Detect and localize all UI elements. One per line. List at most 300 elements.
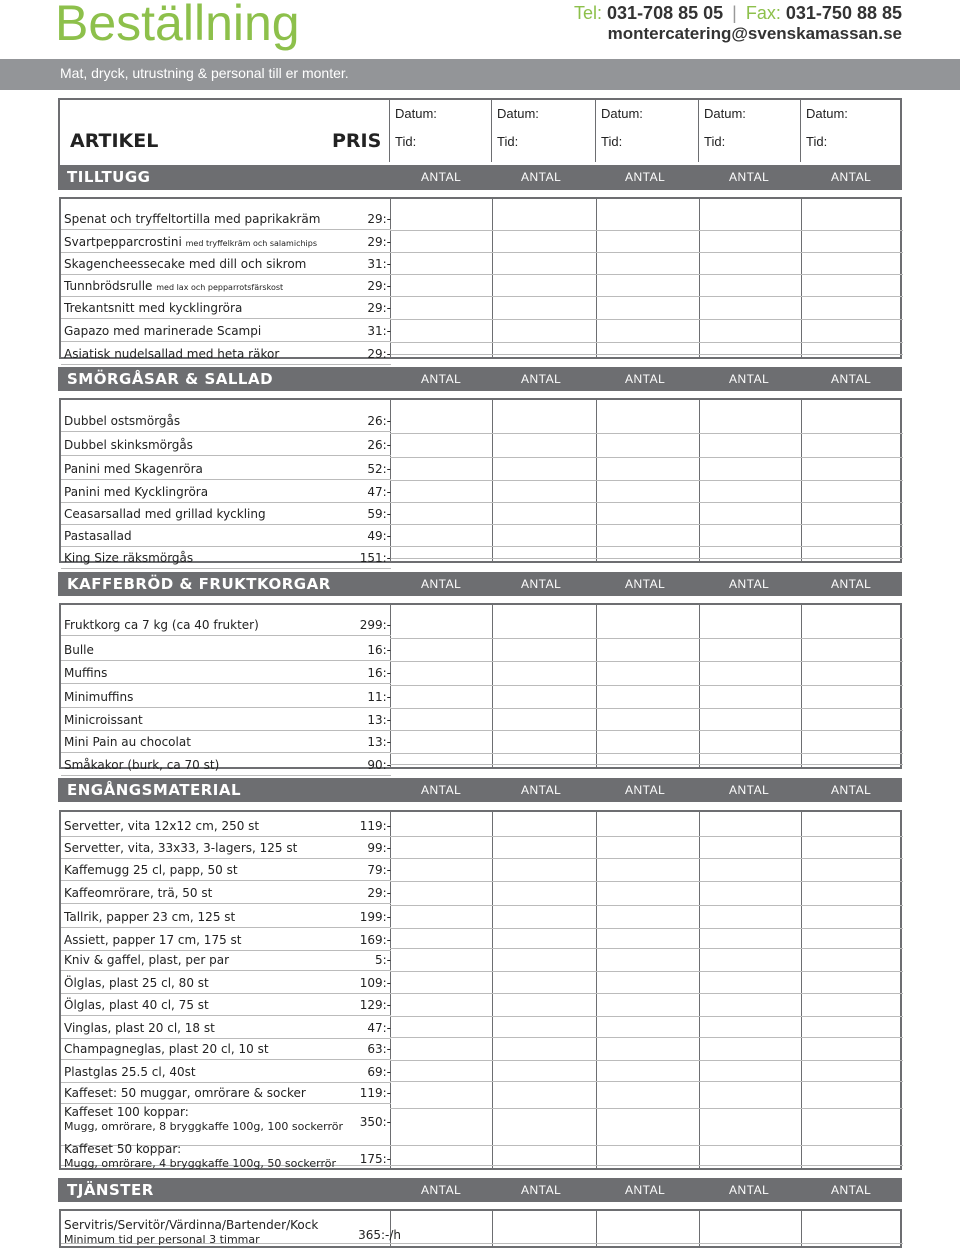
quantity-input[interactable] bbox=[801, 815, 903, 837]
quantity-input[interactable] bbox=[699, 929, 801, 949]
list-item bbox=[61, 320, 391, 342]
quantity-input[interactable] bbox=[699, 434, 801, 458]
quantity-input[interactable] bbox=[596, 859, 699, 882]
quantity-input[interactable] bbox=[699, 882, 801, 906]
quantity-input[interactable] bbox=[801, 525, 903, 547]
item-name bbox=[64, 976, 209, 990]
quantity-input[interactable] bbox=[492, 458, 596, 481]
quantity-input[interactable] bbox=[596, 837, 699, 859]
quantity-input[interactable] bbox=[492, 929, 596, 949]
quantity-input[interactable] bbox=[596, 481, 699, 503]
quantity-input[interactable] bbox=[699, 320, 801, 343]
quantity-input[interactable] bbox=[699, 547, 801, 559]
list-item bbox=[61, 906, 391, 928]
quantity-input[interactable] bbox=[390, 231, 492, 253]
quantity-input[interactable] bbox=[390, 929, 492, 949]
antal-label: ANTAL bbox=[729, 783, 770, 797]
item-name bbox=[64, 666, 107, 680]
quantity-input[interactable] bbox=[596, 882, 699, 906]
quantity-input[interactable] bbox=[596, 754, 699, 765]
quantity-input[interactable] bbox=[492, 1105, 596, 1146]
quantity-input[interactable] bbox=[492, 297, 596, 320]
quantity-input[interactable] bbox=[801, 320, 903, 343]
quantity-input[interactable] bbox=[492, 525, 596, 547]
quantity-input[interactable] bbox=[596, 994, 699, 1017]
quantity-input[interactable] bbox=[596, 662, 699, 686]
quantity-input[interactable] bbox=[699, 481, 801, 503]
quantity-input[interactable] bbox=[699, 503, 801, 525]
quantity-input[interactable] bbox=[801, 547, 903, 559]
item-name-text: Skagencheessecake med dill och sikrom bbox=[64, 257, 307, 271]
quantity-input[interactable] bbox=[596, 275, 699, 297]
item-name bbox=[64, 998, 209, 1012]
quantity-input[interactable] bbox=[492, 434, 596, 458]
item-name bbox=[64, 933, 241, 947]
item-name-text: Kaffemugg 25 cl, papp, 50 st bbox=[64, 863, 238, 877]
antal-label: ANTAL bbox=[625, 372, 666, 386]
item-name bbox=[64, 758, 219, 772]
quantity-input[interactable] bbox=[390, 972, 492, 994]
item-price: 49:- bbox=[367, 529, 391, 543]
antal-label: ANTAL bbox=[625, 783, 666, 797]
quantity-input[interactable] bbox=[699, 458, 801, 481]
quantity-input[interactable] bbox=[596, 1142, 699, 1166]
quantity-input[interactable] bbox=[390, 662, 492, 686]
item-name bbox=[64, 438, 193, 452]
item-price: 13:- bbox=[367, 713, 391, 727]
quantity-input[interactable] bbox=[801, 906, 903, 929]
item-name-text: Spenat och tryffeltortilla med paprikakräm bbox=[64, 212, 321, 226]
quantity-input[interactable] bbox=[492, 614, 596, 639]
item-name bbox=[64, 485, 208, 499]
quantity-input[interactable] bbox=[801, 949, 903, 972]
quantity-input[interactable] bbox=[596, 614, 699, 639]
item-name bbox=[64, 953, 229, 967]
datum-label[interactable]: Datum: bbox=[601, 106, 643, 121]
list-item bbox=[61, 882, 391, 904]
quantity-input[interactable] bbox=[492, 731, 596, 754]
quantity-input[interactable] bbox=[492, 972, 596, 994]
quantity-input[interactable] bbox=[801, 297, 903, 320]
item-price: 31:- bbox=[367, 324, 391, 338]
quantity-input[interactable] bbox=[492, 754, 596, 765]
quantity-input[interactable] bbox=[390, 639, 492, 662]
quantity-input[interactable] bbox=[492, 253, 596, 275]
quantity-input[interactable] bbox=[801, 709, 903, 731]
quantity-input[interactable] bbox=[801, 253, 903, 275]
quantity-input[interactable] bbox=[492, 1218, 596, 1244]
quantity-input[interactable] bbox=[492, 343, 596, 355]
list-item bbox=[61, 208, 391, 230]
datum-label[interactable]: Datum: bbox=[704, 106, 746, 121]
quantity-input[interactable] bbox=[390, 1017, 492, 1038]
item-price: 109:- bbox=[359, 976, 391, 990]
quantity-input[interactable] bbox=[492, 1038, 596, 1061]
quantity-input[interactable] bbox=[699, 994, 801, 1017]
quantity-input[interactable] bbox=[390, 754, 492, 765]
quantity-input[interactable] bbox=[596, 709, 699, 731]
quantity-input[interactable] bbox=[390, 208, 492, 231]
date-column-3 bbox=[595, 100, 698, 162]
quantity-input[interactable] bbox=[492, 1142, 596, 1166]
quantity-input[interactable] bbox=[801, 639, 903, 662]
item-name-text: Mini Pain au chocolat bbox=[64, 735, 191, 749]
quantity-input[interactable] bbox=[492, 481, 596, 503]
quantity-input[interactable] bbox=[390, 1142, 492, 1166]
quantity-input[interactable] bbox=[596, 343, 699, 355]
quantity-input[interactable] bbox=[390, 815, 492, 837]
quantity-input[interactable] bbox=[801, 837, 903, 859]
quantity-input[interactable] bbox=[596, 949, 699, 972]
item-name-text: Panini med Kycklingröra bbox=[64, 485, 209, 499]
quantity-input[interactable] bbox=[492, 1061, 596, 1082]
list-item bbox=[61, 275, 391, 297]
quantity-input[interactable] bbox=[596, 1105, 699, 1146]
list-item bbox=[61, 686, 391, 708]
item-price: 175:- bbox=[359, 1152, 391, 1166]
quantity-input[interactable] bbox=[699, 1038, 801, 1061]
quantity-input[interactable] bbox=[699, 859, 801, 882]
quantity-input[interactable] bbox=[801, 859, 903, 882]
quantity-input[interactable] bbox=[596, 208, 699, 231]
quantity-input[interactable] bbox=[492, 503, 596, 525]
quantity-input[interactable] bbox=[801, 458, 903, 481]
item-name bbox=[64, 347, 279, 361]
quantity-input[interactable] bbox=[596, 1061, 699, 1082]
quantity-input[interactable] bbox=[492, 906, 596, 929]
quantity-input[interactable] bbox=[801, 731, 903, 754]
quantity-input[interactable] bbox=[699, 1142, 801, 1166]
list-item bbox=[61, 525, 391, 547]
antal-label: ANTAL bbox=[521, 170, 562, 184]
quantity-input[interactable] bbox=[699, 906, 801, 929]
datum-label[interactable]: Datum: bbox=[806, 106, 848, 121]
quantity-input[interactable] bbox=[492, 994, 596, 1017]
item-price: 129:- bbox=[359, 998, 391, 1012]
list-item bbox=[61, 434, 391, 456]
quantity-input[interactable] bbox=[390, 253, 492, 275]
quantity-input[interactable] bbox=[596, 815, 699, 837]
antal-label: ANTAL bbox=[831, 577, 872, 591]
item-name-text: Panini med Skagenröra bbox=[64, 462, 203, 476]
list-item bbox=[61, 1082, 391, 1104]
list-item bbox=[61, 1105, 391, 1146]
quantity-input[interactable] bbox=[390, 686, 492, 709]
quantity-input[interactable] bbox=[492, 639, 596, 662]
item-name-text: Minimuffins bbox=[64, 690, 134, 704]
quantity-input[interactable] bbox=[801, 231, 903, 253]
item-name bbox=[64, 643, 94, 657]
list-item bbox=[61, 481, 391, 503]
quantity-input[interactable] bbox=[801, 1142, 903, 1166]
datum-label[interactable]: Datum: bbox=[497, 106, 539, 121]
quantity-input[interactable] bbox=[801, 481, 903, 503]
quantity-input[interactable] bbox=[390, 837, 492, 859]
tid-label[interactable]: Tid: bbox=[497, 134, 519, 149]
quantity-input[interactable] bbox=[390, 275, 492, 297]
quantity-input[interactable] bbox=[390, 434, 492, 458]
quantity-input[interactable] bbox=[492, 275, 596, 297]
list-item bbox=[61, 972, 391, 994]
quantity-input[interactable] bbox=[801, 614, 903, 639]
quantity-input[interactable] bbox=[492, 662, 596, 686]
quantity-input[interactable] bbox=[699, 1218, 801, 1244]
quantity-input[interactable] bbox=[699, 686, 801, 709]
quantity-input[interactable] bbox=[596, 731, 699, 754]
quantity-input[interactable] bbox=[596, 547, 699, 559]
item-name bbox=[64, 618, 259, 632]
item-price: 16:- bbox=[367, 666, 391, 680]
quantity-input[interactable] bbox=[390, 1218, 492, 1244]
quantity-input[interactable] bbox=[390, 547, 492, 559]
quantity-input[interactable] bbox=[596, 1038, 699, 1061]
quantity-input[interactable] bbox=[699, 815, 801, 837]
item-price: 69:- bbox=[367, 1065, 391, 1079]
item-name-text: Muffins bbox=[64, 666, 108, 680]
item-price: 350:- bbox=[359, 1115, 391, 1129]
quantity-input[interactable] bbox=[801, 410, 903, 434]
list-item bbox=[61, 639, 391, 661]
antal-label: ANTAL bbox=[421, 372, 462, 386]
quantity-input[interactable] bbox=[596, 297, 699, 320]
quantity-input[interactable] bbox=[596, 639, 699, 662]
quantity-input[interactable] bbox=[699, 662, 801, 686]
quantity-input[interactable] bbox=[699, 731, 801, 754]
quantity-input[interactable] bbox=[801, 662, 903, 686]
quantity-input[interactable] bbox=[492, 547, 596, 559]
quantity-input[interactable] bbox=[390, 731, 492, 754]
quantity-input[interactable] bbox=[492, 686, 596, 709]
quantity-input[interactable] bbox=[801, 1017, 903, 1038]
date-column-2 bbox=[491, 100, 595, 162]
quantity-input[interactable] bbox=[492, 231, 596, 253]
antal-label: ANTAL bbox=[831, 783, 872, 797]
quantity-input[interactable] bbox=[801, 972, 903, 994]
quantity-input[interactable] bbox=[596, 458, 699, 481]
item-price: 26:- bbox=[367, 438, 391, 452]
quantity-input[interactable] bbox=[801, 343, 903, 355]
email-address[interactable]: montercatering@svenskamassan.se bbox=[607, 24, 902, 43]
item-name-text: Dubbel ostsmörgås bbox=[64, 414, 181, 428]
quantity-input[interactable] bbox=[596, 525, 699, 547]
quantity-input[interactable] bbox=[596, 929, 699, 949]
list-item bbox=[61, 859, 391, 881]
quantity-input[interactable] bbox=[390, 297, 492, 320]
quantity-input[interactable] bbox=[390, 614, 492, 639]
item-name bbox=[64, 462, 203, 476]
list-item bbox=[61, 1017, 391, 1039]
tid-label[interactable]: Tid: bbox=[601, 134, 623, 149]
section-title: SMÖRGÅSAR & SALLAD bbox=[67, 370, 274, 388]
quantity-input[interactable] bbox=[390, 343, 492, 355]
item-name-text: Assiett, papper 17 cm, 175 st bbox=[64, 933, 242, 947]
quantity-input[interactable] bbox=[390, 410, 492, 434]
quantity-input[interactable] bbox=[390, 906, 492, 929]
item-name-text: Pastasallad bbox=[64, 529, 132, 543]
quantity-input[interactable] bbox=[390, 994, 492, 1017]
quantity-input[interactable] bbox=[699, 208, 801, 231]
item-price: 26:- bbox=[367, 414, 391, 428]
item-price: 47:- bbox=[367, 485, 391, 499]
list-item bbox=[61, 614, 391, 636]
quantity-input[interactable] bbox=[596, 410, 699, 434]
quantity-input[interactable] bbox=[492, 320, 596, 343]
contact-info bbox=[574, 2, 902, 44]
item-name bbox=[64, 235, 317, 249]
quantity-input[interactable] bbox=[801, 754, 903, 765]
item-name-text: Fruktkorg ca 7 kg (ca 40 frukter) bbox=[64, 618, 259, 632]
item-price: 90:- bbox=[367, 758, 391, 772]
quantity-input[interactable] bbox=[596, 906, 699, 929]
item-name bbox=[64, 819, 259, 833]
list-item bbox=[61, 458, 391, 480]
antal-label: ANTAL bbox=[831, 1183, 872, 1197]
quantity-input[interactable] bbox=[801, 208, 903, 231]
antal-label: ANTAL bbox=[521, 372, 562, 386]
quantity-input[interactable] bbox=[699, 614, 801, 639]
section-header bbox=[58, 778, 902, 802]
item-price: 31:- bbox=[367, 257, 391, 271]
quantity-input[interactable] bbox=[699, 972, 801, 994]
quantity-input[interactable] bbox=[699, 253, 801, 275]
tid-label[interactable]: Tid: bbox=[395, 134, 417, 149]
quantity-input[interactable] bbox=[801, 1038, 903, 1061]
quantity-input[interactable] bbox=[699, 231, 801, 253]
item-name-text: Kaffeset 100 koppar: bbox=[64, 1105, 189, 1119]
quantity-input[interactable] bbox=[390, 1061, 492, 1082]
section-table bbox=[59, 603, 902, 772]
date-column-1 bbox=[389, 100, 491, 162]
quantity-input[interactable] bbox=[699, 343, 801, 355]
tid-label[interactable]: Tid: bbox=[806, 134, 828, 149]
page-title: Beställning bbox=[55, 0, 300, 51]
section-header bbox=[58, 572, 902, 596]
quantity-input[interactable] bbox=[801, 994, 903, 1017]
datum-label[interactable]: Datum: bbox=[395, 106, 437, 121]
quantity-input[interactable] bbox=[390, 525, 492, 547]
quantity-input[interactable] bbox=[596, 1017, 699, 1038]
tel-number: 031-708 85 05 bbox=[607, 3, 724, 23]
quantity-input[interactable] bbox=[390, 1038, 492, 1061]
quantity-input[interactable] bbox=[801, 1061, 903, 1082]
item-name-text: Ceasarsallad med grillad kyckling bbox=[64, 507, 266, 521]
item-name-text: Tallrik, papper 23 cm, 125 st bbox=[64, 910, 236, 924]
quantity-input[interactable] bbox=[390, 503, 492, 525]
quantity-input[interactable] bbox=[596, 253, 699, 275]
quantity-input[interactable] bbox=[492, 1017, 596, 1038]
item-name-text: Tunnbrödsrulle bbox=[64, 279, 153, 293]
list-item bbox=[61, 547, 391, 569]
quantity-input[interactable] bbox=[596, 434, 699, 458]
quantity-input[interactable] bbox=[596, 503, 699, 525]
quantity-input[interactable] bbox=[492, 410, 596, 434]
quantity-input[interactable] bbox=[390, 949, 492, 972]
quantity-input[interactable] bbox=[390, 882, 492, 906]
quantity-input[interactable] bbox=[699, 275, 801, 297]
quantity-input[interactable] bbox=[492, 208, 596, 231]
quantity-input[interactable] bbox=[699, 709, 801, 731]
item-name bbox=[64, 1142, 181, 1156]
quantity-input[interactable] bbox=[596, 320, 699, 343]
item-name-text: Kaffeomrörare, trä, 50 st bbox=[64, 886, 213, 900]
quantity-input[interactable] bbox=[390, 859, 492, 882]
quantity-input[interactable] bbox=[801, 1105, 903, 1146]
antal-label: ANTAL bbox=[729, 1183, 770, 1197]
separator: | bbox=[732, 3, 737, 23]
item-price: 5:- bbox=[374, 953, 391, 967]
antal-label: ANTAL bbox=[729, 577, 770, 591]
quantity-input[interactable] bbox=[596, 231, 699, 253]
quantity-input[interactable] bbox=[801, 1218, 903, 1244]
quantity-input[interactable] bbox=[699, 949, 801, 972]
quantity-input[interactable] bbox=[801, 434, 903, 458]
quantity-input[interactable] bbox=[492, 815, 596, 837]
quantity-input[interactable] bbox=[596, 686, 699, 709]
quantity-input[interactable] bbox=[492, 837, 596, 859]
quantity-input[interactable] bbox=[801, 929, 903, 949]
list-item bbox=[61, 815, 391, 837]
list-item bbox=[61, 410, 391, 432]
quantity-input[interactable] bbox=[699, 525, 801, 547]
item-price: 29:- bbox=[367, 235, 391, 249]
tid-label[interactable]: Tid: bbox=[704, 134, 726, 149]
item-name bbox=[64, 863, 238, 877]
antal-label: ANTAL bbox=[625, 170, 666, 184]
list-item bbox=[61, 709, 391, 731]
quantity-input[interactable] bbox=[390, 458, 492, 481]
quantity-input[interactable] bbox=[699, 1061, 801, 1082]
section-table bbox=[59, 197, 902, 359]
quantity-input[interactable] bbox=[492, 709, 596, 731]
quantity-input[interactable] bbox=[801, 503, 903, 525]
quantity-input[interactable] bbox=[699, 410, 801, 434]
quantity-input[interactable] bbox=[801, 275, 903, 297]
quantity-input[interactable] bbox=[699, 639, 801, 662]
item-price: 63:- bbox=[367, 1042, 391, 1056]
item-price: 13:- bbox=[367, 735, 391, 749]
quantity-input[interactable] bbox=[492, 949, 596, 972]
quantity-input[interactable] bbox=[390, 709, 492, 731]
item-name-text: Svartpepparcrostini bbox=[64, 235, 182, 249]
quantity-input[interactable] bbox=[699, 754, 801, 765]
item-name-text: Dubbel skinksmörgås bbox=[64, 438, 193, 452]
tel-label: Tel: bbox=[574, 3, 603, 23]
quantity-input[interactable] bbox=[699, 297, 801, 320]
item-name bbox=[64, 886, 212, 900]
item-name-text: Trekantsnitt med kycklingröra bbox=[64, 301, 243, 315]
quantity-input[interactable] bbox=[801, 686, 903, 709]
quantity-input[interactable] bbox=[699, 837, 801, 859]
quantity-input[interactable] bbox=[390, 481, 492, 503]
quantity-input[interactable] bbox=[390, 1105, 492, 1146]
quantity-input[interactable] bbox=[492, 859, 596, 882]
item-name bbox=[64, 1042, 269, 1056]
quantity-input[interactable] bbox=[596, 1218, 699, 1244]
list-item bbox=[61, 231, 391, 253]
quantity-input[interactable] bbox=[492, 882, 596, 906]
item-name-text: Servitris/Servitör/Värdinna/Bartender/Kock bbox=[64, 1218, 319, 1232]
antal-label: ANTAL bbox=[421, 170, 462, 184]
item-name bbox=[64, 910, 235, 924]
section-table bbox=[59, 398, 902, 563]
item-name bbox=[64, 414, 180, 428]
quantity-input[interactable] bbox=[390, 320, 492, 343]
quantity-input[interactable] bbox=[699, 1105, 801, 1146]
quantity-input[interactable] bbox=[596, 972, 699, 994]
quantity-input[interactable] bbox=[801, 882, 903, 906]
item-price: 151:- bbox=[359, 551, 391, 565]
quantity-input[interactable] bbox=[699, 1017, 801, 1038]
